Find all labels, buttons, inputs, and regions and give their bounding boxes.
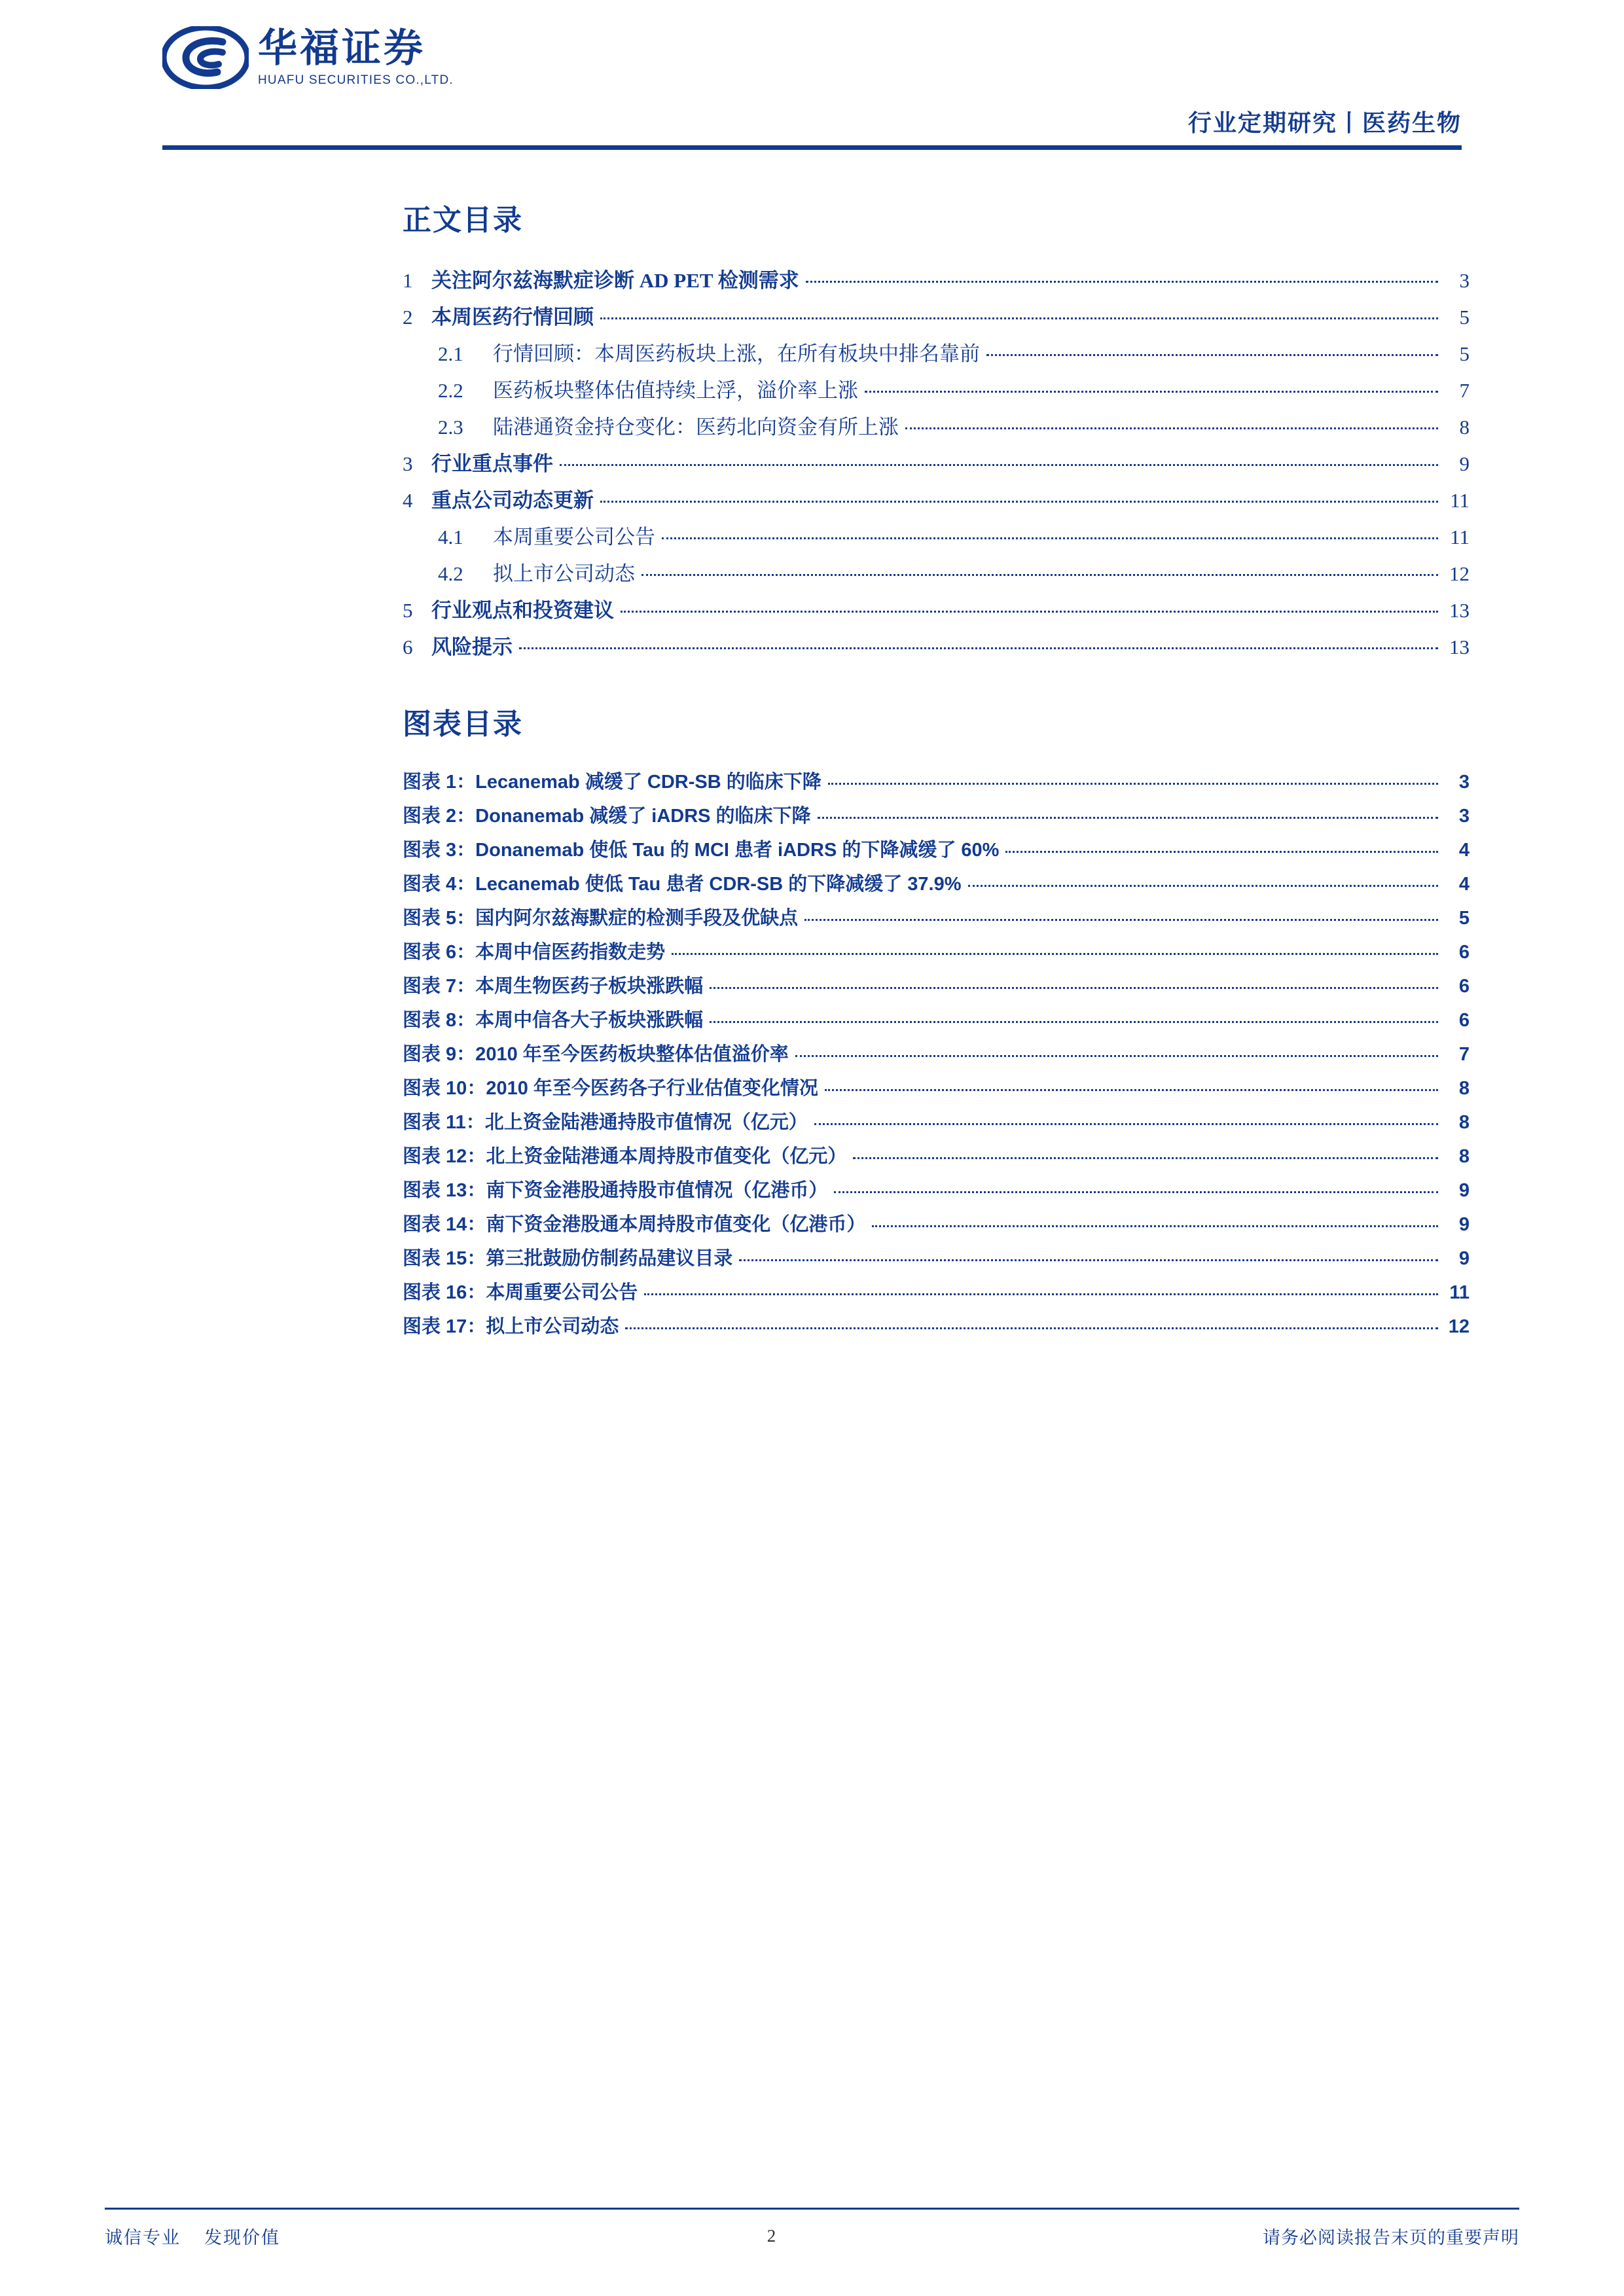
toc-label: 本周重要公司公告 xyxy=(493,526,655,548)
figure-leader xyxy=(872,1225,1438,1227)
figure-entry[interactable] xyxy=(403,1132,1470,1166)
toc-number: 2.2 xyxy=(438,379,463,402)
figure-leader xyxy=(804,919,1438,921)
footer-disclaimer: 请务必阅读报告末页的重要声明 xyxy=(1263,2228,1519,2248)
toc-leader xyxy=(641,574,1438,576)
figure-page: 8 xyxy=(1458,1112,1470,1133)
figure-label: 图表 13：南下资金港股通持股市值情况（亿港币） xyxy=(403,1180,828,1201)
toc-title: 正文目录 xyxy=(403,204,523,236)
toc-page: 12 xyxy=(1449,562,1470,585)
toc-number: 5 xyxy=(403,599,413,622)
figure-page: 8 xyxy=(1458,1078,1470,1099)
figure-entry[interactable] xyxy=(403,996,1470,1030)
figure-page: 4 xyxy=(1458,874,1470,895)
figure-page: 12 xyxy=(1448,1316,1470,1337)
figure-entry[interactable] xyxy=(403,792,1470,826)
figure-page: 3 xyxy=(1458,772,1470,793)
figure-entry[interactable] xyxy=(403,1030,1470,1064)
figure-leader xyxy=(825,1089,1438,1091)
toc-number: 4 xyxy=(403,489,413,512)
figure-page: 7 xyxy=(1458,1044,1470,1065)
toc-leader xyxy=(865,391,1438,393)
toc-leader xyxy=(519,647,1438,649)
figure-leader xyxy=(710,987,1438,989)
toc-label: 重点公司动态更新 xyxy=(431,489,594,512)
brand-name-en: HUAFU SECURITIES CO.,LTD. xyxy=(258,73,454,87)
toc-label: 行业重点事件 xyxy=(431,452,553,475)
toc-number: 1 xyxy=(403,269,413,292)
figure-page: 6 xyxy=(1458,942,1470,963)
toc-page: 13 xyxy=(1449,636,1470,658)
toc-leader xyxy=(600,501,1438,503)
figure-entry[interactable] xyxy=(403,1302,1470,1336)
toc-number: 2.1 xyxy=(438,342,463,365)
figure-label: 图表 9：2010 年至今医药板块整体估值溢价率 xyxy=(403,1044,789,1065)
figure-label: 图表 5：国内阿尔兹海默症的检测手段及优缺点 xyxy=(403,908,799,929)
figure-list-title: 图表目录 xyxy=(403,708,523,740)
figure-page: 9 xyxy=(1458,1248,1470,1269)
footer-slogan-a: 诚信专业 xyxy=(105,2228,181,2248)
toc-entry[interactable] xyxy=(403,511,1470,547)
figure-leader xyxy=(1005,851,1438,853)
figure-leader xyxy=(818,817,1438,819)
toc-number: 4.1 xyxy=(438,526,463,548)
header-report-type: 行业定期研究丨医药生物 xyxy=(1187,109,1462,136)
figure-page: 3 xyxy=(1458,806,1470,827)
figure-page: 6 xyxy=(1458,976,1470,997)
figure-leader xyxy=(814,1123,1438,1125)
brand-name-cn: 华福证券 xyxy=(258,26,425,70)
toc-label: 风险提示 xyxy=(431,636,513,658)
figure-leader xyxy=(853,1157,1438,1159)
figure-label: 图表 6：本周中信医药指数走势 xyxy=(403,942,666,963)
toc-entry[interactable] xyxy=(403,327,1470,364)
figure-leader xyxy=(644,1293,1438,1295)
toc-page: 11 xyxy=(1450,489,1470,512)
toc-page: 7 xyxy=(1459,379,1470,402)
toc-label: 本周医药行情回顾 xyxy=(431,306,594,329)
figure-page: 6 xyxy=(1458,1010,1470,1031)
figure-page: 11 xyxy=(1449,1282,1470,1303)
page-header xyxy=(0,0,1624,164)
huafu-logo-icon xyxy=(162,26,249,89)
toc-leader xyxy=(621,611,1438,613)
toc-page: 3 xyxy=(1459,269,1470,292)
figure-entry[interactable] xyxy=(403,1234,1470,1268)
figure-page: 8 xyxy=(1458,1146,1470,1167)
figure-label: 图表 14：南下资金港股通本周持股市值变化（亿港币） xyxy=(403,1214,866,1235)
toc-number: 2 xyxy=(403,306,413,329)
toc-entry[interactable] xyxy=(403,584,1470,620)
figure-label: 图表 3：Donanemab 使低 Tau 的 MCI 患者 iADRS 的下降减缓了 60% xyxy=(403,840,1000,861)
figure-label: 图表 2：Donanemab 减缓了 iADRS 的临床下降 xyxy=(403,806,811,827)
toc-number: 3 xyxy=(403,452,413,475)
figure-page: 4 xyxy=(1458,840,1470,861)
toc-page: 11 xyxy=(1450,526,1470,548)
toc-label: 拟上市公司动态 xyxy=(493,562,635,585)
toc-label: 行业观点和投资建议 xyxy=(431,599,614,622)
figure-leader xyxy=(739,1259,1438,1261)
toc-page: 13 xyxy=(1449,599,1470,622)
toc-page: 8 xyxy=(1459,416,1470,439)
figure-label: 图表 8：本周中信各大子板块涨跌幅 xyxy=(403,1010,704,1031)
toc-label: 陆港通资金持仓变化：医药北向资金有所上涨 xyxy=(493,416,899,439)
toc-entry[interactable] xyxy=(403,547,1470,584)
toc-leader xyxy=(662,537,1438,539)
figure-list xyxy=(403,758,1470,1336)
footer-page-number: 2 xyxy=(767,2226,776,2246)
figure-entry[interactable] xyxy=(403,1064,1470,1098)
figure-label: 图表 17：拟上市公司动态 xyxy=(403,1316,619,1337)
figure-entry[interactable] xyxy=(403,860,1470,894)
page-content xyxy=(403,196,1470,1336)
toc-page: 9 xyxy=(1459,452,1470,475)
figure-leader xyxy=(710,1021,1438,1023)
figure-page: 9 xyxy=(1458,1214,1470,1235)
figure-label: 图表 15：第三批鼓励仿制药品建议目录 xyxy=(403,1248,733,1269)
figure-entry[interactable] xyxy=(403,758,1470,792)
figure-label: 图表 10：2010 年至今医药各子行业估值变化情况 xyxy=(403,1078,818,1099)
toc-page: 5 xyxy=(1459,306,1470,329)
toc-label: 关注阿尔兹海默症诊断 AD PET 检测需求 xyxy=(431,269,799,292)
figure-label: 图表 11：北上资金陆港通持股市值情况（亿元） xyxy=(403,1112,808,1133)
figure-leader xyxy=(625,1327,1438,1329)
toc-page: 5 xyxy=(1459,342,1470,365)
figure-label: 图表 4：Lecanemab 使低 Tau 患者 CDR-SB 的下降减缓了 37.9% xyxy=(403,874,962,895)
figure-leader xyxy=(834,1191,1438,1193)
figure-entry[interactable] xyxy=(403,928,1470,962)
toc-leader xyxy=(986,354,1438,356)
toc-entry[interactable] xyxy=(403,401,1470,437)
figure-entry[interactable] xyxy=(403,1200,1470,1234)
header-divider xyxy=(162,145,1462,150)
brand-logo xyxy=(162,26,454,89)
figure-page: 9 xyxy=(1458,1180,1470,1201)
page-footer xyxy=(105,2223,1519,2249)
figure-leader xyxy=(968,885,1438,887)
toc-list xyxy=(403,254,1470,657)
figure-label: 图表 7：本周生物医药子板块涨跌幅 xyxy=(403,976,704,997)
brand-text xyxy=(258,28,454,88)
footer-slogan-b: 发现价值 xyxy=(204,2228,280,2248)
toc-leader xyxy=(905,427,1438,429)
toc-entry[interactable] xyxy=(403,254,1470,291)
figure-entry[interactable] xyxy=(403,826,1470,860)
toc-number: 4.2 xyxy=(438,562,463,585)
toc-label: 医药板块整体估值持续上浮，溢价率上涨 xyxy=(493,379,858,402)
figure-label: 图表 12：北上资金陆港通本周持股市值变化（亿元） xyxy=(403,1146,847,1167)
figure-leader xyxy=(672,953,1438,955)
toc-entry[interactable] xyxy=(403,291,1470,327)
toc-number: 6 xyxy=(403,636,413,658)
figure-page: 5 xyxy=(1458,908,1470,929)
figure-leader xyxy=(795,1055,1438,1057)
figure-entry[interactable] xyxy=(403,894,1470,928)
figure-entry[interactable] xyxy=(403,1268,1470,1302)
figure-entry[interactable] xyxy=(403,962,1470,996)
footer-divider xyxy=(105,2208,1519,2210)
figure-entry[interactable] xyxy=(403,1166,1470,1200)
figure-label: 图表 16：本周重要公司公告 xyxy=(403,1282,638,1303)
toc-label: 行情回顾：本周医药板块上涨，在所有板块中排名靠前 xyxy=(493,342,980,365)
figure-leader xyxy=(828,783,1438,785)
toc-entry[interactable] xyxy=(403,364,1470,401)
toc-number: 2.3 xyxy=(438,416,463,439)
figure-entry[interactable] xyxy=(403,1098,1470,1132)
toc-entry[interactable] xyxy=(403,474,1470,511)
footer-slogan xyxy=(105,2223,280,2249)
toc-leader xyxy=(560,464,1438,466)
figure-label: 图表 1：Lecanemab 减缓了 CDR-SB 的临床下降 xyxy=(403,772,821,793)
toc-leader xyxy=(600,317,1438,319)
toc-entry[interactable] xyxy=(403,620,1470,657)
toc-entry[interactable] xyxy=(403,437,1470,474)
toc-leader xyxy=(806,281,1438,283)
